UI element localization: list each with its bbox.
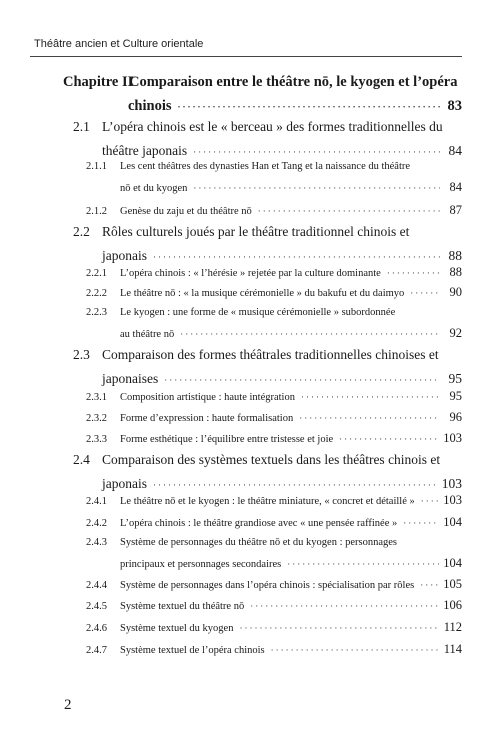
entry-number: 2.4.6 bbox=[86, 623, 107, 634]
toc-subsection[interactable] bbox=[86, 265, 462, 280]
toc-subsection[interactable] bbox=[86, 285, 462, 300]
dot-leader bbox=[339, 434, 439, 444]
entry-number: 2.4.1 bbox=[86, 496, 107, 507]
entry-title-line2: japonais bbox=[102, 476, 147, 491]
entry-number: 2.2.1 bbox=[86, 268, 107, 279]
entry-page-number: 88 bbox=[449, 265, 462, 279]
chapter-title-line1: Comparaison entre le théâtre nō, le kyogen et l’opéra bbox=[129, 74, 458, 90]
entry-title-line1: L’opéra chinois : « l’hérésie » rejetée par la culture dominante bbox=[120, 268, 381, 279]
entry-page-number: 114 bbox=[443, 642, 462, 656]
entry-title-line1: Forme d’expression : haute formalisation bbox=[120, 413, 294, 424]
toc-subsection[interactable] bbox=[86, 389, 462, 404]
entry-title-line1: Système de personnages dans l’opéra chinois : spécialisation par rôles bbox=[120, 580, 415, 591]
toc-subsection[interactable] bbox=[86, 642, 462, 657]
toc-subsection[interactable] bbox=[86, 203, 462, 218]
entry-number: 2.4.4 bbox=[86, 580, 107, 591]
entry-number: 2.1.2 bbox=[86, 206, 107, 217]
entry-number: 2.1 bbox=[73, 119, 90, 134]
entry-number: 2.4.3 bbox=[86, 537, 107, 548]
entry-title-line2: japonais bbox=[102, 248, 147, 263]
entry-number: 2.2.3 bbox=[86, 307, 107, 318]
chapter-number: Chapitre II bbox=[63, 74, 134, 90]
entry-page-number: 95 bbox=[449, 389, 462, 403]
entry-page-number: 103 bbox=[443, 493, 462, 507]
toc-subsection[interactable] bbox=[86, 161, 462, 195]
entry-page-number: 95 bbox=[448, 371, 462, 386]
entry-title-line1: Comparaison des formes théâtrales traditionnelles chinoises et bbox=[102, 347, 439, 362]
entry-title-line1: Rôles culturels joués par le théâtre traditionnel chinois et bbox=[102, 224, 410, 239]
entry-number: 2.4.5 bbox=[86, 601, 107, 612]
dot-leader bbox=[410, 288, 440, 298]
dot-leader bbox=[193, 147, 440, 157]
entry-page-number: 104 bbox=[443, 515, 462, 529]
toc-chapter[interactable] bbox=[63, 74, 462, 115]
entry-page-number: 96 bbox=[449, 410, 462, 424]
entry-title-line1: Composition artistique : haute intégration bbox=[120, 392, 295, 403]
dot-leader bbox=[239, 623, 439, 633]
toc-section[interactable] bbox=[73, 119, 462, 159]
dot-leader bbox=[420, 580, 439, 590]
toc-section[interactable] bbox=[73, 452, 462, 492]
entry-title-line1: Les cent théâtres des dynasties Han et Tang et la naissance du théâtre bbox=[120, 161, 411, 172]
toc-subsection[interactable] bbox=[86, 537, 462, 571]
entry-page-number: 90 bbox=[449, 285, 462, 299]
dot-leader bbox=[153, 252, 440, 262]
entry-title-line1: Comparaison des systèmes textuels dans les théâtres chinois et bbox=[102, 452, 441, 467]
entry-title-line1: Le théâtre nō et le kyogen : le théâtre miniature, « concret et détaillé » bbox=[120, 496, 415, 507]
toc-subsection[interactable] bbox=[86, 431, 462, 446]
dot-leader bbox=[250, 601, 439, 611]
toc-subsection[interactable] bbox=[86, 307, 462, 341]
entry-page-number: 84 bbox=[448, 143, 462, 158]
entry-page-number: 104 bbox=[443, 556, 462, 570]
page-number: 2 bbox=[64, 697, 72, 713]
toc-subsection[interactable] bbox=[86, 515, 462, 530]
entry-number: 2.3 bbox=[73, 347, 90, 362]
dot-leader bbox=[271, 645, 440, 655]
entry-title-line1: L’opéra chinois : le théâtre grandiose avec « une pensée raffinée » bbox=[120, 518, 398, 529]
entry-number: 2.3.3 bbox=[86, 434, 107, 445]
dot-leader bbox=[153, 480, 438, 490]
entry-page-number: 88 bbox=[448, 248, 462, 263]
dot-leader bbox=[299, 413, 440, 423]
dot-leader bbox=[403, 518, 439, 528]
entry-title-line1: Système textuel de l’opéra chinois bbox=[120, 645, 265, 656]
dot-leader bbox=[387, 268, 440, 278]
dot-leader bbox=[180, 329, 440, 339]
entry-title-line2: principaux et personnages secondaires bbox=[120, 559, 282, 570]
running-header: Théâtre ancien et Culture orientale bbox=[34, 38, 204, 50]
toc-subsection[interactable] bbox=[86, 620, 462, 635]
entry-page-number: 106 bbox=[443, 598, 462, 612]
entry-page-number: 92 bbox=[449, 326, 462, 340]
entry-number: 2.4 bbox=[73, 452, 90, 467]
entry-title-line2: au théâtre nō bbox=[120, 329, 175, 340]
entry-title-line2: nō et du kyogen bbox=[120, 183, 188, 194]
dot-leader bbox=[258, 206, 440, 216]
dot-leader bbox=[164, 375, 440, 385]
dot-leader bbox=[193, 183, 440, 193]
toc-section[interactable] bbox=[73, 347, 462, 387]
entry-page-number: 84 bbox=[449, 180, 462, 194]
chapter-page-number: 83 bbox=[447, 98, 462, 114]
entry-page-number: 103 bbox=[443, 431, 462, 445]
entry-title-line1: Système textuel du kyogen bbox=[120, 623, 234, 634]
toc-subsection[interactable] bbox=[86, 577, 462, 592]
entry-title-line1: Système textuel du théâtre nō bbox=[120, 601, 245, 612]
entry-number: 2.3.2 bbox=[86, 413, 107, 424]
chapter-title-line2: chinois bbox=[128, 98, 172, 114]
entry-page-number: 112 bbox=[443, 620, 462, 634]
entry-page-number: 87 bbox=[449, 203, 462, 217]
entry-title-line1: Forme esthétique : l’équilibre entre tristesse et joie bbox=[120, 434, 334, 445]
entry-number: 2.4.7 bbox=[86, 645, 107, 656]
dot-leader bbox=[178, 102, 440, 112]
entry-title-line1: L’opéra chinois est le « berceau » des formes traditionnelles du bbox=[102, 119, 443, 134]
entry-number: 2.4.2 bbox=[86, 518, 107, 529]
entry-title-line1: Le kyogen : une forme de « musique cérémonielle » subordonnée bbox=[120, 307, 396, 318]
entry-number: 2.2.2 bbox=[86, 288, 107, 299]
entry-title-line1: Genèse du zaju et du théâtre nō bbox=[120, 206, 252, 217]
dot-leader bbox=[287, 559, 439, 569]
toc-subsection[interactable] bbox=[86, 493, 462, 508]
dot-leader bbox=[301, 392, 440, 402]
entry-title-line2: théâtre japonais bbox=[102, 143, 188, 158]
entry-number: 2.2 bbox=[73, 224, 90, 239]
entry-number: 2.1.1 bbox=[86, 161, 107, 172]
dot-leader bbox=[421, 496, 440, 506]
toc-subsection[interactable] bbox=[86, 598, 462, 613]
toc-subsection[interactable] bbox=[86, 410, 462, 425]
toc-section[interactable] bbox=[73, 224, 462, 264]
entry-title-line1: Le théâtre nō : « la musique cérémonielle » du bakufu et du daimyo bbox=[120, 288, 405, 299]
entry-page-number: 105 bbox=[443, 577, 462, 591]
entry-number: 2.3.1 bbox=[86, 392, 107, 403]
entry-page-number: 103 bbox=[441, 476, 462, 491]
entry-title-line2: japonaises bbox=[102, 371, 159, 386]
entry-title-line1: Système de personnages du théâtre nō et du kyogen : personnages bbox=[120, 537, 398, 548]
